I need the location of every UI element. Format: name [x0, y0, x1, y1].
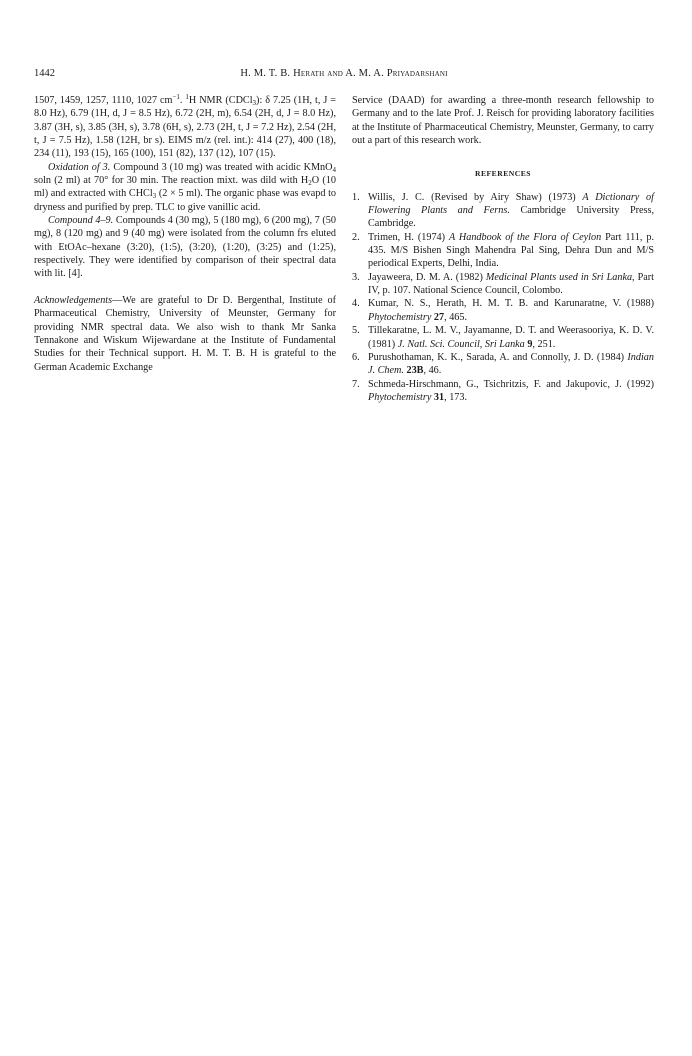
reference-authors: Trimen, H. (1974): [368, 231, 449, 243]
compound-text: Compounds 4 (30 mg), 5 (180 mg), 6 (200 mg), 7 (50 mg), 8 (120 mg) and 9 (40 mg) were isolated from the column frs eluted with EtOAc–hexane (3:20), (1:5), (3:20), (1:20), (3:25) and (1:25), respectively. They were identified by comparison of their spectral data with lit. [4].: [34, 215, 336, 280]
reference-authors: Willis, J. C. (Revised by Airy Shaw) (1973): [368, 191, 583, 203]
cdcl-subscript: 3: [252, 99, 257, 107]
reference-volume: 27: [431, 311, 445, 323]
reference-authors: Purushothaman, K. K., Sarada, A. and Connolly, J. D. (1984): [368, 351, 628, 363]
oxidation-heading: Oxidation of 3.: [48, 161, 111, 173]
nmr-label: H NMR: [188, 95, 223, 106]
reference-details: , 46.: [423, 365, 442, 377]
reference-title: A Handbook of the Flora of Ceylon: [448, 231, 602, 243]
spectral-data-paragraph: 1507, 1459, 1257, 1110, 1027 $cm^{-1}$. $^1$H NMR (CDCl$_3$): δ 7.25 (1H, t, J = 8.0 Hz), 6.79 (1H, d, J = 8.5 Hz), 6.72 (2H, m), 6.54 (2H, d, J = 8.0 Hz), 3.87 (3H, s), 3.85 (3H, s), 3.78 (6H, s), 2.73 (2H, t, J = 7.2 Hz), 2.54 (2H, t, J = 7.5 Hz), 1.58 (12H, br s). EIMS m/z (rel. int.): 414 (27), 400 (18), 234 (11), 193 (15), 165 (100), 151 (82), 137 (12), 107 (15).: [34, 93, 337, 160]
reference-number: 2.: [352, 231, 360, 243]
compound-paragraph: [34, 214, 336, 281]
h2o-subscript: 2: [308, 179, 312, 188]
reference-title: Medicinal Plants used in Sri Lanka,: [485, 271, 635, 283]
reference-authors: Jayaweera, D. M. A. (1982): [368, 271, 486, 283]
reference-number: 3.: [352, 271, 360, 283]
compound-heading: Compound 4–9.: [48, 215, 114, 227]
reference-item: [352, 324, 654, 351]
nmr-shifts: ): δ 7.25 (1H, t, J = 8.0 Hz), 6.79 (1H, d, J = 8.5 Hz), 6.72 (2H, m), 6.54 (2H, d, J = 8.0 Hz), 3.87 (3H, s), 3.85 (3H, s), 3.78 (6H, s), 2.73 (2H, t, J = 7.2 Hz), 2.54 (2H, t, J = 7.5 Hz), 1.58 (12H, br s).: [34, 95, 337, 147]
acknowledgements-continuation: Service (DAAD) for awarding a three-month research fellowship to Germany and to the late Prof. J. Reisch for providing laboratory facilities at the Institute of Pharmaceutical Chemistry, Meunster, Germany, to carry out a part of this research work.: [352, 95, 654, 147]
reference-number: 1.: [352, 191, 360, 203]
cdcl-open: (CDCl: [225, 95, 253, 106]
kmno4-subscript: 4: [332, 165, 336, 174]
oxidation-text-c: O (10 ml) and extracted with CHCl: [34, 175, 337, 200]
reference-title: A Dictionary of Flowering Plants and Ferns.: [368, 191, 654, 217]
oxidation-text-a: Compound 3 (10 mg) was treated with acidic KMnO: [113, 161, 333, 173]
reference-item: [352, 191, 654, 231]
reference-details: , 465.: [444, 311, 468, 323]
reference-authors: Kumar, N. S., Herath, H. M. T. B. and Karunaratne, V. (1988): [368, 298, 654, 310]
nmr-superscript: 1: [185, 93, 189, 101]
oxidation-text-b: soln (2 ml) at 70° for 30 min. The reaction mixt. was dild with H: [34, 175, 309, 187]
reference-title: Phytochemistry: [368, 311, 432, 323]
reference-details: Cambridge University Press, Cambridge.: [368, 205, 654, 230]
reference-details: , 173.: [444, 391, 468, 403]
reference-number: 6.: [352, 351, 360, 363]
reference-item: [352, 231, 654, 271]
acknowledgements-paragraph: [34, 294, 336, 374]
acknowledgements-text: —We are grateful to Dr D. Bergenthal, Institute of Pharmaceutical Chemistry, University of Meunster, Germany for providing NMR spectral data. We also wish to thank Mr Sanka Tennakone and Wiskum Wijewardane at the Institute of Fundamental Studies for their Technical support. H. M. T. B. H is grateful to the German Academic Exchange: [34, 294, 336, 373]
reference-details: , 251.: [532, 338, 556, 350]
reference-title: J. Natl. Sci. Council, Sri Lanka: [397, 338, 525, 350]
page-header: [34, 68, 654, 82]
page-number: 1442: [34, 68, 55, 79]
reference-list: [352, 191, 654, 405]
reference-volume: 9: [524, 338, 533, 350]
reference-title: Indian J. Chem.: [368, 351, 654, 377]
reference-volume: 23B: [403, 365, 424, 377]
reference-authors: Tillekaratne, L. M. V., Jayamanne, D. T. and Weerasooriya, K. D. V. (1981): [368, 325, 654, 350]
references-heading: REFERENCES: [474, 169, 532, 179]
right-column: [352, 94, 654, 404]
reference-number: 7.: [352, 378, 360, 390]
reference-item: [352, 378, 654, 405]
reference-item: [352, 351, 654, 378]
running-head: H. M. T. B. Herath and A. M. A. Priyadarshani: [240, 68, 448, 79]
reference-number: 5.: [352, 325, 360, 337]
reference-volume: 31: [431, 391, 445, 403]
ir-exponent: −1: [172, 93, 180, 101]
reference-authors: Schmeda-Hirschmann, G., Tsichritzis, F. and Jakupovic, J. (1992): [368, 378, 654, 390]
ir-values: 1507, 1459, 1257, 1110, 1027 cm: [34, 95, 173, 106]
reference-details: Part 111, p. 435. M/S Bishen Singh Mahendra Pal Sing, Dehra Dun and M/S periodical Experts, Delhi, India.: [368, 231, 654, 270]
reference-number: 4.: [352, 298, 360, 310]
oxidation-paragraph: [34, 161, 336, 214]
acknowledgements-heading: Acknowledgements: [34, 294, 113, 306]
left-column: [34, 94, 336, 374]
chcl3-subscript: 3: [152, 192, 157, 201]
reference-item: [352, 271, 654, 298]
reference-title: Phytochemistry: [368, 391, 432, 403]
reference-details: Part IV, p. 107. National Science Council, Colombo.: [368, 271, 654, 297]
reference-item: [352, 297, 654, 324]
eims-data: EIMS m/z (rel. int.): 414 (27), 400 (18), 234 (11), 193 (15), 165 (100), 151 (82), 137 (12), 107 (15).: [34, 135, 336, 160]
oxidation-text-d: (2 × 5 ml). The organic phase was evapd to dryness and purified by prep. TLC to give vanillic acid.: [34, 188, 336, 213]
